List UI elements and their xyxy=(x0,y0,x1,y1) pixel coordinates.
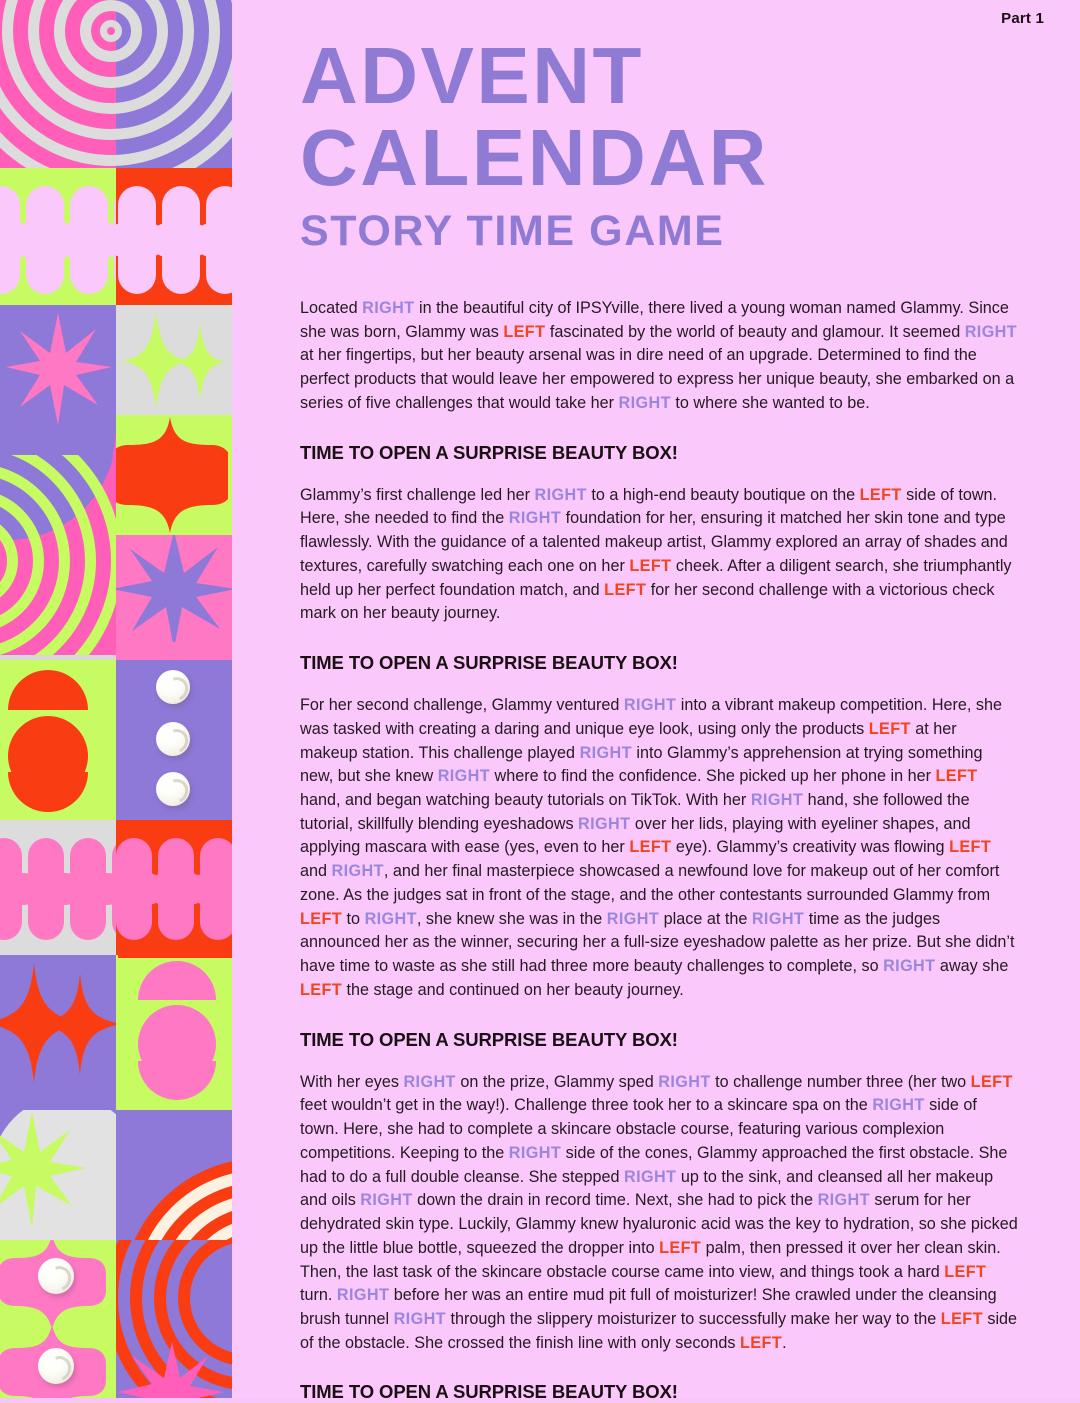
starburst-pink-icon xyxy=(116,1338,232,1398)
keyword-right: RIGHT xyxy=(658,1072,711,1091)
keyword-right: RIGHT xyxy=(750,791,804,810)
cream-dollop-icon xyxy=(38,1258,74,1294)
cream-dollop-icon xyxy=(156,670,190,704)
keyword-right: RIGHT xyxy=(362,299,415,317)
keyword-left: LEFT xyxy=(659,1238,702,1257)
keyword-right: RIGHT xyxy=(331,862,384,881)
keyword-left: LEFT xyxy=(970,1072,1013,1091)
tile-cream-dollops-on-purple xyxy=(116,660,232,820)
tile-quatrefoil-pink-dollop-on-lime xyxy=(0,1240,116,1398)
tile-pill-wave-pink-on-red xyxy=(116,820,232,955)
keyword-left: LEFT xyxy=(868,719,911,738)
keyword-left: LEFT xyxy=(300,909,343,928)
keyword-right: RIGHT xyxy=(751,909,805,928)
tile-starburst-purple-on-pink xyxy=(116,535,232,660)
tile-sparkle-pair-lime xyxy=(116,305,232,415)
keyword-right: RIGHT xyxy=(508,509,562,528)
paragraph-challenge-3: With her eyes RIGHT on the prize, Glammy sped RIGHT to challenge number three (her two LEFT feet wouldn’t get in the way!). Challenge three took her to a skincare spa on the RIGHT side of town. Here, she had to complete a skincare obstacle course, featuring various complexion competitions. Keeping to the RIGHT side of the cones, Glammy approached the first obstacle. She had to do a full double cleanse. She stepped RIGHT up to the sink, and cleansed all her makeup and oils RIGHT down the drain in record time. Next, she had to pick the RIGHT serum for her dehydrated skin type. Luckily, Glammy knew hyaluronic acid was the key to hydration, so she picked up the little blue bottle, squeezed the dropper into LEFT palm, then pressed it over her clean skin. Then, the last task of the skincare obstacle course came into view, and things took a hard LEFT turn. RIGHT before her was an entire mud pit full of moisturizer! She crawled under the cleansing brush tunnel RIGHT through the slippery moisturizer to successfully make her way to the LEFT side of the obstacle. She crossed the finish line with only seconds LEFT. xyxy=(300,1072,1018,1352)
cream-dollop-icon xyxy=(38,1348,74,1384)
starburst-lime-icon xyxy=(0,1110,102,1240)
part-label: Part 1 xyxy=(1001,10,1044,27)
tile-concentric-rings-pink-purple xyxy=(0,0,232,168)
keyword-right: RIGHT xyxy=(964,322,1018,341)
decorative-pattern-rail xyxy=(0,0,232,1398)
keyword-left: LEFT xyxy=(629,838,672,857)
ring xyxy=(100,20,122,42)
four-point-star-icon xyxy=(0,955,116,1110)
keyword-right: RIGHT xyxy=(817,1191,870,1210)
keyword-left: LEFT xyxy=(300,980,343,999)
keyword-left: LEFT xyxy=(503,322,546,341)
story-body xyxy=(300,297,1018,1403)
tile-four-point-stars-red-on-purple xyxy=(0,955,116,1110)
keyword-right: RIGHT xyxy=(437,767,491,786)
tile-concentric-arcs-red-cream xyxy=(116,1110,232,1240)
tile-pill-wave-lime xyxy=(0,168,116,305)
paragraph-challenge-2: For her second challenge, Glammy ventured RIGHT into a vibrant makeup competition. Here, she was tasked with creating a daring and unique eye look, using only the products LEFT at her makeup station. This challenge played RIGHT into Glammy’s apprehension at trying something new, but she knew RIGHT where to find the confidence. She picked up her phone in her LEFT hand, and began watching beauty tutorials on TikTok. With her RIGHT hand, she followed the tutorial, skillfully blending eyeshadows RIGHT over her lids, playing with eyeliner shapes, and applying mascara with ease (yes, even to her LEFT eye). Glammy’s creativity was flowing LEFT and RIGHT, and her final masterpiece showcased a newfound love for makeup out of her comfort zone. As the judges sat in front of the stage, and the other contestants surrounded Glammy from LEFT to RIGHT, she knew she was in the RIGHT place at the RIGHT time as the judges announced her as the winner, securing her a full-size eyeshadow palette as her prize. But she didn’t have time to waste as she still had three more beauty challenges to complete, so RIGHT away she LEFT the stage and continued on her beauty journey. xyxy=(300,696,1015,999)
pill-wave-inner xyxy=(0,223,116,257)
keyword-right: RIGHT xyxy=(624,1167,677,1186)
heading-beauty-box-4: TIME TO OPEN A SURPRISE BEAUTY BOX! xyxy=(300,1381,678,1403)
tile-starburst-pink-on-purple xyxy=(116,1240,232,1398)
paragraph-challenge-1: Glammy’s first challenge led her RIGHT to a high-end beauty boutique on the LEFT side of town. Here, she needed to find the RIGHT foundation for her, ensuring it matched her skin tone and type flawlessly. With the guidance of a talented makeup artist, Glammy explored an array of shades and textures, carefully swatching each one on her LEFT cheek. After a diligent search, she triumphantly held up her perfect foundation match, and LEFT for her second challenge with a victorious check mark on her beauty journey. xyxy=(300,485,1012,623)
cream-dollop-icon xyxy=(156,772,190,806)
keyword-right: RIGHT xyxy=(393,1309,446,1328)
keyword-right: RIGHT xyxy=(336,1286,390,1305)
pill-wave-inner xyxy=(116,873,232,905)
tile-pill-wave-red xyxy=(116,168,232,305)
keyword-right: RIGHT xyxy=(578,814,631,833)
cream-dollop-icon xyxy=(156,722,190,756)
keyword-left: LEFT xyxy=(740,1333,783,1352)
keyword-left: LEFT xyxy=(604,580,647,599)
keyword-right: RIGHT xyxy=(883,957,936,976)
quatrefoil-icon xyxy=(116,415,228,535)
keyword-left: LEFT xyxy=(944,1262,987,1281)
keyword-right: RIGHT xyxy=(360,1191,413,1210)
keyword-left: LEFT xyxy=(859,485,902,504)
starburst-purple-icon xyxy=(116,535,232,642)
keyword-right: RIGHT xyxy=(606,909,660,928)
tile-quatrefoil-red-on-lime xyxy=(116,415,232,535)
page-title-line-1: ADVENT xyxy=(300,31,644,120)
pill-wave-inner xyxy=(0,873,116,905)
tile-circle-stack-pink-on-lime xyxy=(116,955,232,1110)
keyword-left: LEFT xyxy=(935,767,978,786)
tile-pill-wave-pink-on-grey xyxy=(0,820,116,955)
paragraph-intro: Located RIGHT in the beautiful city of IPSYville, there lived a young woman named Glammy. Since she was born, Glammy was LEFT fascinated by the world of beauty and glamour. It seemed RIGHT at her fingertips, but her beauty arsenal was in dire need of an upgrade. Determined to find the perfect products that would leave her empowered to express her unique beauty, she embarked on a series of five challenges that would take her RIGHT to where she wanted to be. xyxy=(300,299,1018,412)
pill-wave-inner xyxy=(116,223,232,257)
keyword-left: LEFT xyxy=(949,838,992,857)
heading-beauty-box-2: TIME TO OPEN A SURPRISE BEAUTY BOX! xyxy=(300,652,678,674)
keyword-right: RIGHT xyxy=(623,696,677,715)
keyword-right: RIGHT xyxy=(364,909,417,928)
keyword-left: LEFT xyxy=(940,1309,983,1328)
title-block xyxy=(300,0,1018,253)
heading-beauty-box-3: TIME TO OPEN A SURPRISE BEAUTY BOX! xyxy=(300,1028,678,1050)
page-subtitle: STORY TIME GAME xyxy=(300,207,725,255)
keyword-right: RIGHT xyxy=(508,1143,562,1162)
tile-concentric-rings-lime-pink xyxy=(0,455,116,655)
main-content xyxy=(232,0,1080,1403)
keyword-right: RIGHT xyxy=(618,393,671,412)
keyword-right: RIGHT xyxy=(872,1096,925,1115)
sparkle-icon xyxy=(116,305,232,415)
keyword-left: LEFT xyxy=(629,556,672,575)
heading-beauty-box-1: TIME TO OPEN A SURPRISE BEAUTY BOX! xyxy=(300,441,678,463)
keyword-right: RIGHT xyxy=(579,743,632,762)
keyword-right: RIGHT xyxy=(534,485,587,504)
tile-starburst-lime-on-grey-arch xyxy=(0,1110,116,1240)
keyword-right: RIGHT xyxy=(403,1072,456,1091)
tile-circle-stack-red-on-lime xyxy=(0,660,116,820)
page-title-line-2: CALENDAR xyxy=(300,113,769,202)
